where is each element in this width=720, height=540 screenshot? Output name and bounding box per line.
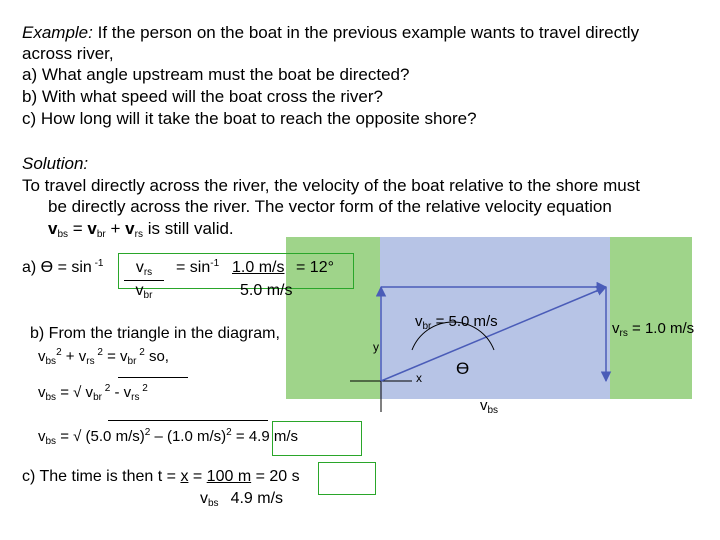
subscript: bs [487,405,499,416]
superscript: 2 [56,347,62,358]
vector-v: v [87,219,97,238]
subscript: rs [619,328,628,339]
part-c-line [22,468,300,486]
equals: = [251,468,270,485]
x-axis-label: x [416,371,422,385]
subscript: bs [57,229,69,240]
arcsin-2 [176,259,219,277]
denominator-speed: 4.9 m/s [230,490,284,507]
sqrt-overbar [118,377,188,378]
v-symbol: v [38,348,46,365]
plus: + [105,219,126,238]
right-bank [610,237,695,399]
answer-c: 20 s [269,468,300,485]
subscript: bs [208,498,219,509]
theta-label: ϴ [456,359,470,378]
equals: = [188,468,207,485]
question-b: b) With what speed will the boat cross the river? [22,87,383,106]
solution-line-2: be directly across the river. The vector form of the relative velocity equation [48,197,612,216]
answer-a: = 12° [296,259,334,276]
superscript: 2 [226,427,232,438]
term: = v [102,348,128,365]
vbs-label [480,397,498,414]
fraction-a-denominator [124,282,164,300]
exponent: -1 [91,258,104,269]
subscript: br [93,392,102,403]
superscript: 2 [101,383,111,394]
sqrt-equation [38,384,148,401]
pythagoras-equation [38,348,169,365]
part-c-text: c) The time is then t = [22,468,181,485]
example-intro: If the person on the boat in the previous example wants to travel directly [92,23,640,42]
fraction-2-numerator: 1.0 m/s [232,259,285,276]
term: so, [144,348,169,365]
subscript: br [422,321,432,332]
example-intro-2: across river, [22,44,114,63]
subscript: br [96,229,106,240]
superscript: 2 [94,347,103,358]
v-symbol: v [415,313,423,330]
sqrt-overbar-2 [108,420,268,421]
v-symbol: v [135,259,144,276]
fraction-bar [124,280,164,281]
answer-b: 4.9 m/s [248,428,299,445]
superscript: 2 [144,427,151,438]
exponent: -1 [210,258,220,269]
subscript: br [127,356,137,367]
fraction-a-numerator [124,259,164,277]
vbr-label [415,313,498,330]
numerator-x: x [180,468,189,485]
term: - v [110,384,132,401]
v-symbol: v [612,320,620,337]
subscript: bs [45,392,57,403]
superscript: 2 [139,383,148,394]
subscript: bs [45,356,57,367]
term: = √ (5.0 m/s) [56,428,145,445]
term: = [231,428,249,445]
arcsin: a) ϴ = sin [22,259,92,276]
subscript: rs [143,267,153,278]
vector-v: v [125,219,135,238]
fraction-2-denominator: 5.0 m/s [240,282,293,299]
subscript: rs [134,229,143,240]
y-axis-label: y [373,340,379,354]
solution-heading: Solution: [22,154,89,173]
equals: = [68,219,88,238]
term: = √ v [56,384,94,401]
part-b-intro: b) From the triangle in the diagram, [30,325,280,342]
equation-tail: is still valid. [142,219,234,238]
part-a-label [22,259,103,277]
subscript: rs [86,356,95,367]
value: = 5.0 m/s [431,313,498,330]
superscript: 2 [136,347,145,358]
v-symbol: v [200,490,208,507]
question-a: a) What angle upstream must the boat be directed? [22,65,410,84]
example-label: Example: [22,23,93,42]
question-c: c) How long will it take the boat to reach the opposite shore? [22,109,477,128]
vector-v: v [48,219,58,238]
part-c-denominators [200,490,283,508]
v-symbol: v [38,384,46,401]
term: + v [61,348,87,365]
answer-box-c [318,462,376,495]
subscript: bs [45,436,57,447]
subscript: br [143,290,153,301]
arcsin: = sin [176,259,211,276]
v-symbol: v [135,282,144,299]
term: – (1.0 m/s) [150,428,227,445]
v-symbol: v [480,397,488,414]
solution-line-1: To travel directly across the river, the velocity of the boat relative to the shore must [22,176,640,195]
vrs-label [612,320,694,337]
speed-equation [38,428,298,445]
subscript: rs [131,392,140,403]
value: = 1.0 m/s [627,320,695,337]
v-symbol: v [38,428,46,445]
numerator-distance: 100 m [206,468,252,485]
